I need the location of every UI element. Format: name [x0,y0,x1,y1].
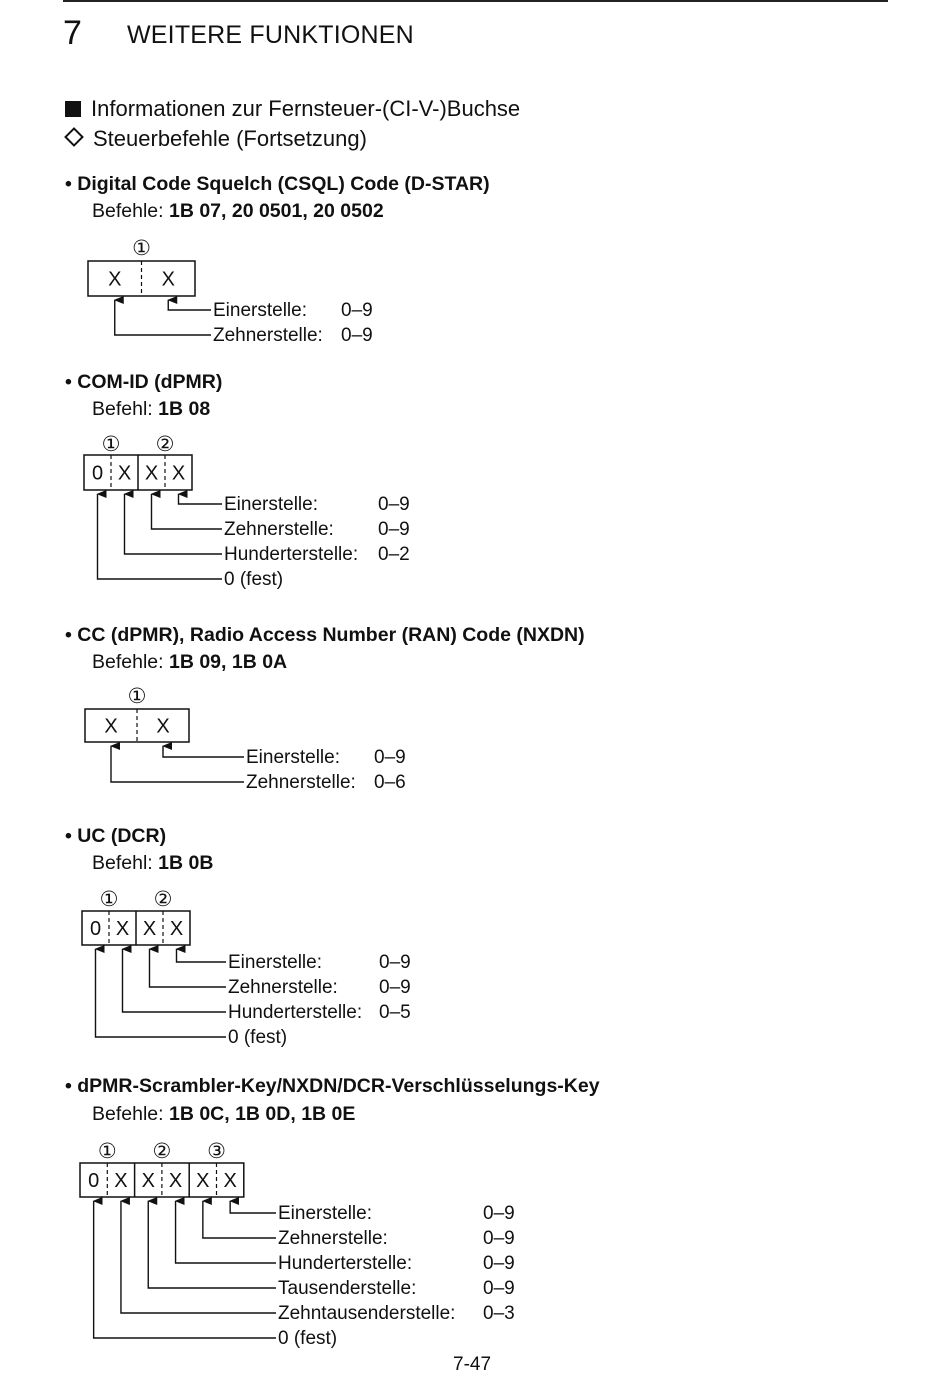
chapter-number: 7 [63,14,82,52]
digit-range: 0–9 [341,325,373,346]
digit-label: Einerstelle: [228,952,322,973]
leader-arrow [152,494,223,529]
digit-label: Zehntausenderstelle: [278,1303,456,1324]
section-title: Informationen zur Fernsteuer-(CI-V-)Buchse [91,96,521,121]
digit-range: 0–3 [483,1303,515,1324]
block-title-cc-ran: • CC (dPMR), Radio Access Number (RAN) Code (NXDN) [65,624,585,646]
digit-label: Zehnerstelle: [246,772,356,793]
digit-cell: 0 [89,918,102,940]
leader-arrow [203,1201,276,1238]
digit-label: Zehnerstelle: [224,519,334,540]
byte-number-marker: ② [153,888,173,911]
digit-label: Hunderterstelle: [224,544,359,565]
digit-cell: X [142,918,157,940]
byte-number-marker: ① [101,433,121,456]
digit-range: 0–2 [378,544,410,565]
digit-cell: X [161,268,175,291]
digit-cell: X [168,1170,183,1192]
chapter-title: WEITERE FUNKTIONEN [127,21,414,49]
command-label: Befehle: [92,1103,169,1125]
digit-range: 0–9 [378,494,410,515]
digit-cell: X [169,918,184,940]
byte-number-marker: ① [97,1140,117,1163]
command-label: Befehl: [92,398,159,420]
digit-cell: X [223,1170,237,1192]
digit-range: 0–5 [379,1002,411,1023]
digit-label: Einerstelle: [278,1203,372,1224]
leader-arrow [176,1201,276,1263]
digit-label: Einerstelle: [213,300,307,321]
digit-cell: X [108,268,122,291]
leader-arrow [125,494,223,554]
digit-label: Zehnerstelle: [278,1228,388,1249]
byte-number-marker: ③ [207,1140,226,1163]
leader-arrow [168,300,211,310]
digit-label: Hunderterstelle: [278,1253,413,1274]
digit-cell: 0 [88,1170,100,1192]
leader-arrow [111,746,244,782]
leader-arrow [115,300,211,335]
digit-label: Zehnerstelle: [228,977,338,998]
leader-arrow [177,949,227,962]
digit-cell: X [156,715,170,738]
block-title-uc: • UC (DCR) [65,825,167,847]
digit-label: 0 (fest) [224,569,284,590]
digit-range: 0–9 [483,1228,515,1249]
leader-arrow [98,494,223,579]
leader-arrow [123,949,227,1012]
digit-label: 0 (fest) [228,1027,288,1048]
byte-number-marker: ① [132,237,151,260]
byte-number-marker: ② [155,433,175,456]
command-value: 1B 08 [158,398,211,420]
digit-cell: X [141,1170,155,1192]
command-value: 1B 0C, 1B 0D, 1B 0E [168,1103,356,1125]
digit-cell: X [117,462,132,485]
digit-cell: X [171,462,186,485]
digit-cell: X [144,462,159,485]
digit-cell: X [115,918,130,940]
digit-range: 0–9 [379,952,411,973]
leader-arrow [148,1201,276,1288]
digit-cell: X [196,1170,210,1192]
page-number: 7-47 [453,1354,492,1375]
digit-range: 0–9 [483,1203,515,1224]
digit-label: Einerstelle: [246,747,340,768]
leader-arrow [230,1201,276,1213]
command-label: Befehle: [92,200,169,222]
command-label: Befehle: [92,651,169,673]
digit-range: 0–9 [483,1278,515,1299]
command-value: 1B 07, 20 0501, 20 0502 [168,200,384,222]
byte-number-marker: ② [152,1140,172,1163]
digit-range: 0–9 [379,977,411,998]
digit-label: 0 (fest) [278,1328,338,1349]
digit-range: 0–9 [483,1253,515,1274]
leader-arrow [150,949,227,987]
digit-label: Hunderterstelle: [228,1002,363,1023]
digit-cell: X [114,1170,128,1192]
digit-cell: X [104,715,118,738]
digit-range: 0–9 [378,519,410,540]
leader-arrow [163,746,244,757]
leader-arrow [121,1201,276,1313]
section-subtitle: Steuerbefehle (Fortsetzung) [93,126,367,151]
byte-number-marker: ① [99,888,119,911]
command-value: 1B 0B [158,852,214,874]
digit-range: 0–6 [374,772,406,793]
command-value: 1B 09, 1B 0A [168,651,288,673]
block-title-scrambler-key: • dPMR-Scrambler-Key/NXDN/DCR-Verschlüsselungs-Key [65,1075,600,1097]
digit-cell: 0 [91,462,104,485]
block-title-comid: • COM-ID (dPMR) [65,371,223,393]
command-label: Befehl: [92,852,159,874]
digit-label: Zehnerstelle: [213,325,323,346]
block-title-csql: • Digital Code Squelch (CSQL) Code (D-STAR) [65,173,490,195]
leader-arrow [179,494,223,504]
byte-number-marker: ① [127,685,147,708]
digit-range: 0–9 [374,747,406,768]
digit-label: Tausenderstelle: [278,1278,417,1299]
digit-label: Einerstelle: [224,494,318,515]
digit-range: 0–9 [341,300,373,321]
